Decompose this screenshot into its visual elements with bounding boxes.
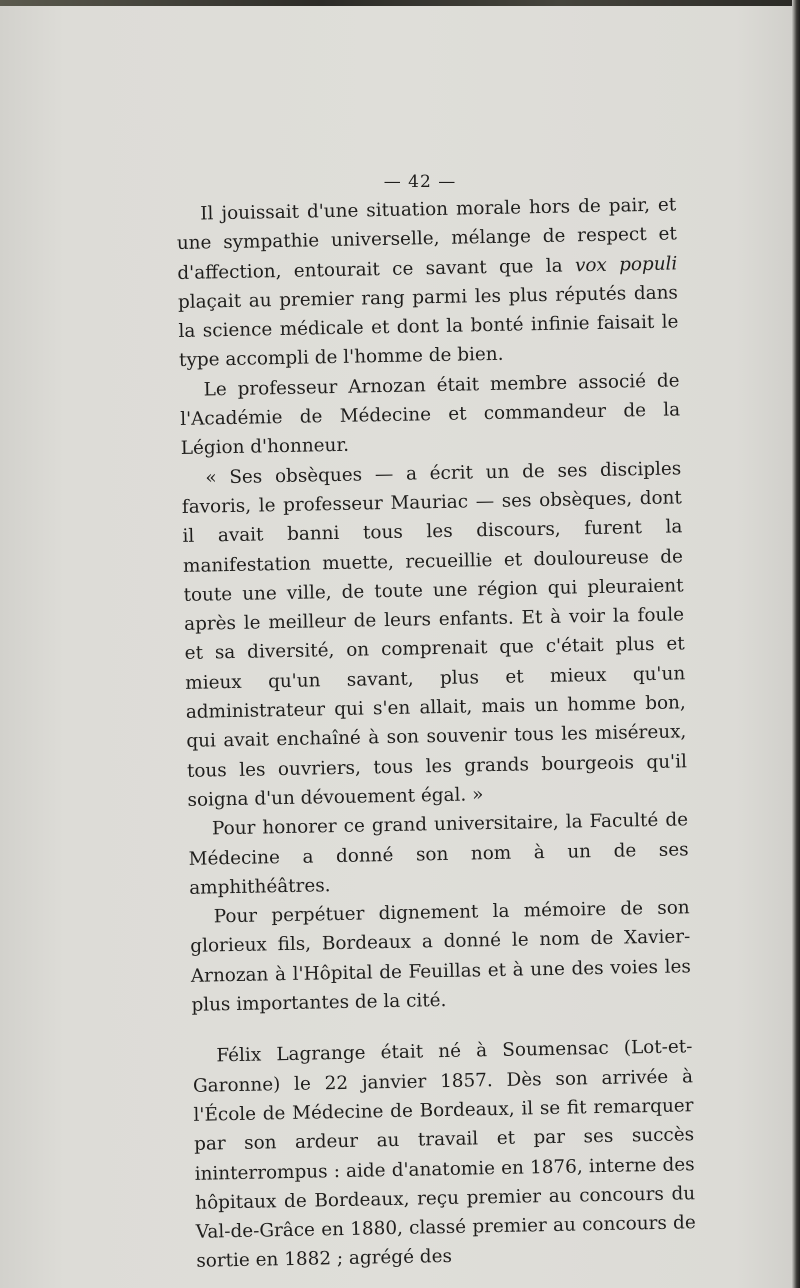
paragraph-funeral-quote: « Ses obsèques — a écrit un de ses disciples favoris, le professeur Mauriac — ses obsèques, dont il avait banni tous les discours, furent la manifestation muette, recueillie et douloureuse de toute une ville, de toute une région qui pleuraient après le meilleur de leurs enfants. Et à voir la foule et sa diversité, on comprenait que c'était plus et mieux qu'un savant, plus et mieux qu'un administrateur qui s'en allait, mais un homme bon, qui avait enchaîné à son souvenir tous les miséreux, tous les ouvriers, tous les grands bourgeois qu'il soigna d'un dévouement égal. » (181, 458, 688, 811)
latin-phrase: vox populi (574, 252, 678, 276)
paragraph-text: Il jouissait d'une situation morale hors de pair, et une sympathie universelle, mélange de respect et d'affection, entourait ce savant que la (176, 194, 677, 284)
body-text (176, 190, 697, 1276)
paragraph-arnozan-reputation (176, 190, 679, 375)
paragraph-lagrange-bio: Félix Lagrange était né à Soumensac (Lot-et-Garonne) le 22 janvier 1857. Dès son arrivée à l'École de Médecine de Bordeaux, il se fit remarquer par son ardeur au travail et par ses succès ininterrompus : aide d'anatomie en 1876, interne des hôpitaux de Bordeaux, reçu premier au concours du Val-de-Grâce en 1880, classé premier au concours de sortie en 1882 ; agrégé des (192, 1036, 696, 1273)
paragraph-hospital-name: Pour perpétuer dignement la mémoire de son glorieux fils, Bordeaux a donné le nom de Xavier-Arnozan à l'Hôpital de Feuillas et à une des voies les plus importantes de la cité. (190, 897, 692, 1016)
paragraph-arnozan-honors: Le professeur Arnozan était membre associé de l'Académie de Médecine et commandeur de la Légion d'honneur. (180, 370, 681, 460)
page-top-edge (0, 0, 800, 6)
page-number: — 42 — (383, 172, 457, 192)
paragraph-amphitheatre: Pour honorer ce grand universitaire, la Faculté de Médecine a donné son nom à un de ses amphithéâtres. (188, 809, 689, 899)
paragraph-text: plaçait au premier rang parmi les plus réputés dans la science médicale et dont la bonté infinie faisait le type accompli de l'homme de bien. (177, 282, 679, 372)
page-binding-edge (792, 0, 800, 1288)
